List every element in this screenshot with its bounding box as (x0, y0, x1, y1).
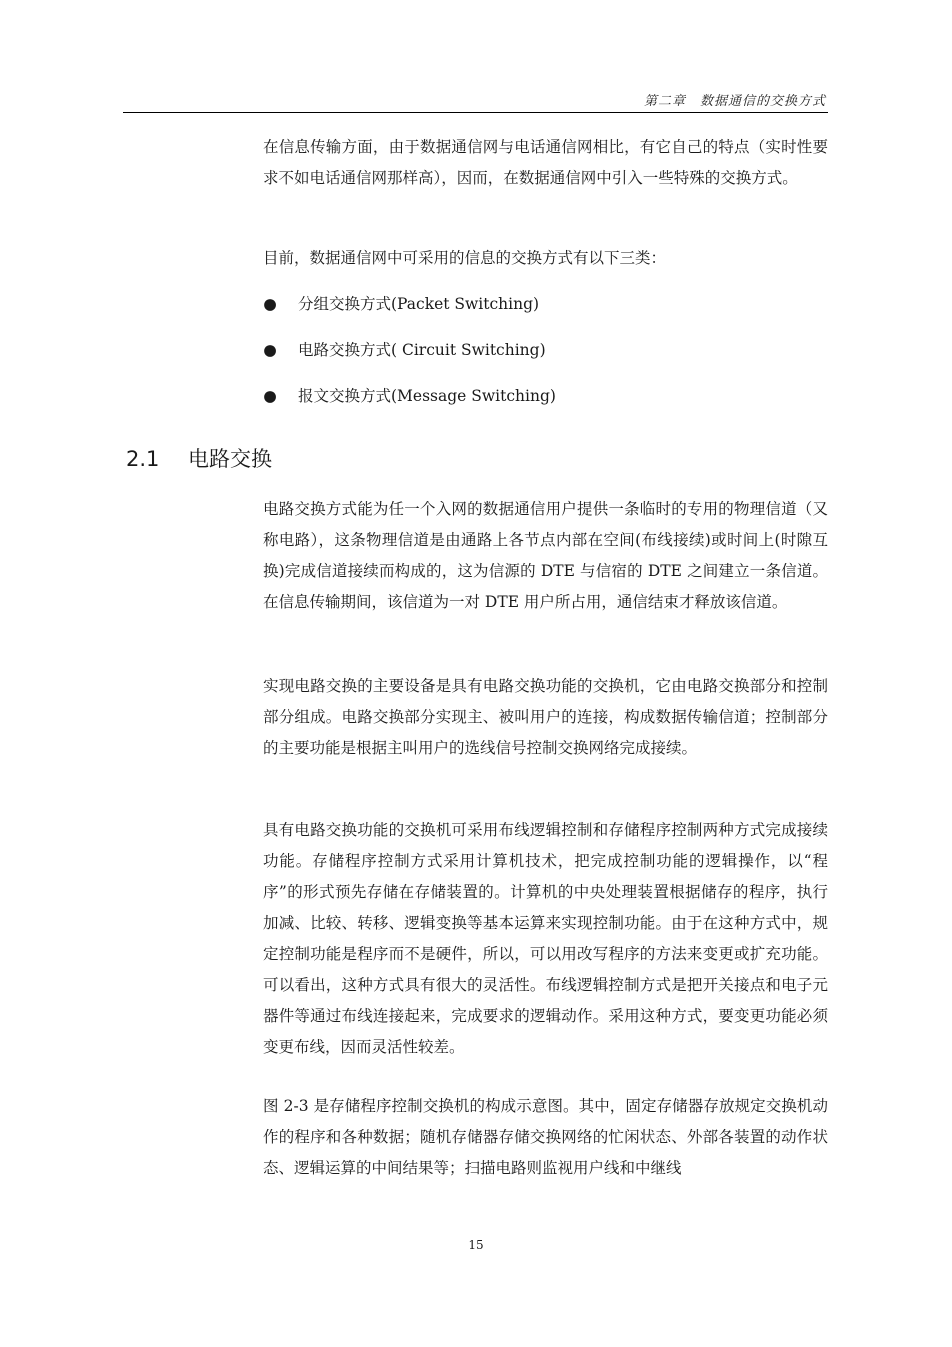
section-paragraph-4-block (263, 1091, 828, 1184)
section-paragraph-2: 实现电路交换的主要设备是具有电路交换功能的交换机，它由电路交换部分和控制部分组成。电路交换部分实现主、被叫用户的连接，构成数据传输信道；控制部分的主要功能是根据主叫用户的选线信号控制交换网络完成接续。 (263, 677, 828, 757)
page-number: 15 (468, 1238, 484, 1252)
intro-paragraph-2: 目前，数据通信网中可采用的信息的交换方式有以下三类： (263, 249, 667, 267)
bullet-text: 报文交换方式(Message Switching) (298, 387, 556, 405)
page-header (123, 88, 828, 113)
intro-paragraph-2-block (263, 243, 828, 274)
section-paragraph-3-block (263, 815, 828, 1063)
section-paragraph-1-block (263, 494, 828, 618)
intro-paragraph-1: 在信息传输方面，由于数据通信网与电话通信网相比，有它自己的特点（实时性要求不如电话通信网那样高），因而，在数据通信网中引入一些特殊的交换方式。 (263, 138, 828, 187)
chapter-title: 第二章 数据通信的交换方式 (643, 94, 826, 109)
bullet-text: 电路交换方式( Circuit Switching) (298, 341, 546, 359)
section-heading (126, 444, 272, 474)
section-paragraph-2-block (263, 671, 828, 764)
intro-paragraph-1-block (263, 132, 828, 194)
section-paragraph-4: 图 2-3 是存储程序控制交换机的构成示意图。其中，固定存储器存放规定交换机动作的程序和各种数据；随机存储器存储交换网络的忙闲状态、外部各装置的动作状态、逻辑运算的中间结果等；扫描电路则监视用户线和中继线 (263, 1097, 828, 1177)
bullet-icon: ● (263, 387, 277, 405)
section-paragraph-3: 具有电路交换功能的交换机可采用布线逻辑控制和存储程序控制两种方式完成接续功能。存储程序控制方式采用计算机技术，把完成控制功能的逻辑操作，以“程序”的形式预先存储在存储装置的。计算机的中央处理装置根据储存的程序，执行加减、比较、转移、逻辑变换等基本运算来实现控制功能。由于在这种方式中，规定控制功能是程序而不是硬件，所以，可以用改写程序的方法来变更或扩充功能。可以看出，这种方式具有很大的灵活性。布线逻辑控制方式是把开关接点和电子元器件等通过布线连接起来，完成要求的逻辑动作。采用这种方式，要变更功能必须变更布线，因而灵活性较差。 (263, 821, 828, 1056)
section-number: 2.1 (126, 447, 160, 471)
bullet-icon: ● (263, 341, 277, 359)
bullet-text: 分组交换方式(Packet Switching) (298, 295, 540, 313)
section-title: 电路交换 (188, 447, 272, 471)
bullet-icon: ● (263, 295, 277, 313)
section-paragraph-1: 电路交换方式能为任一个入网的数据通信用户提供一条临时的专用的物理信道（又称电路），这条物理信道是由通路上各节点内部在空间(布线接续)或时间上(时隙互换)完成信道接续而构成的，这为信源的 DTE 与信宿的 DTE 之间建立一条信道。在信息传输期间，该信道为一对 DTE 用户所占用，通信结束才释放该信道。 (263, 500, 828, 611)
